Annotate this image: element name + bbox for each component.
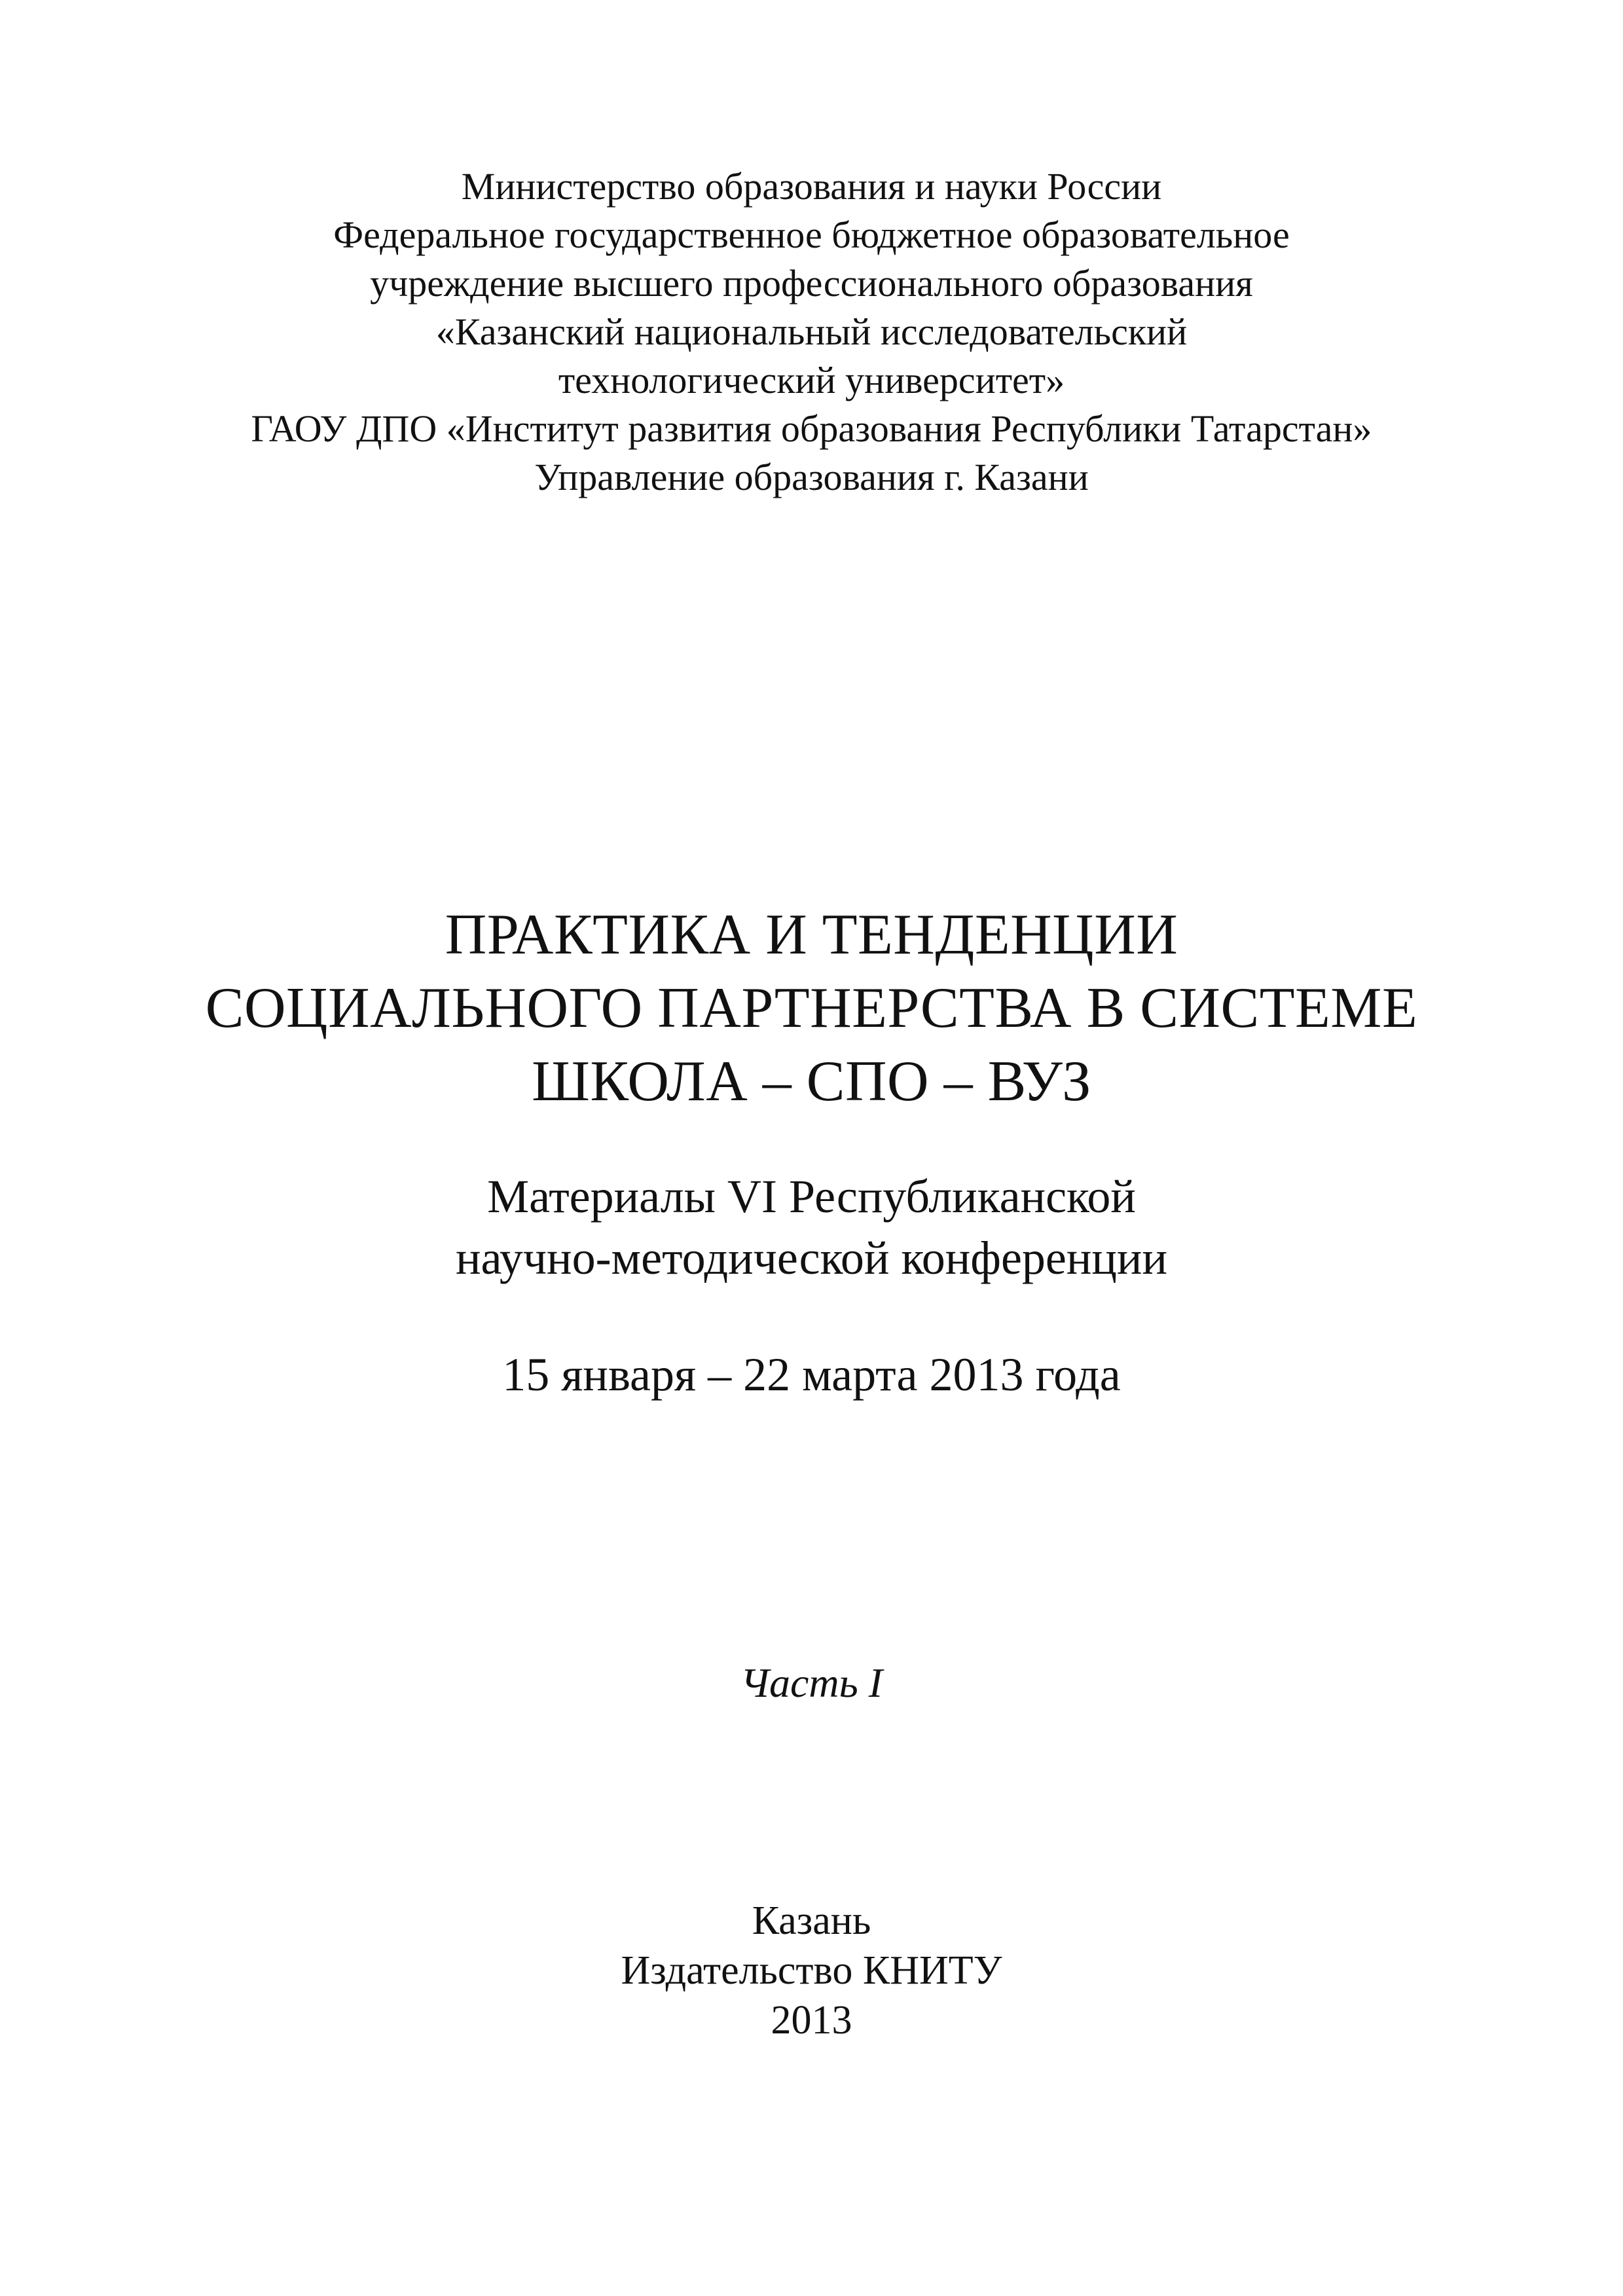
title-line-3: ШКОЛА – СПО – ВУЗ: [532, 1050, 1091, 1113]
subtitle-line-2: научно-методической конференции: [456, 1232, 1167, 1284]
imprint-year: 2013: [771, 1998, 852, 2043]
title-line-1: ПРАКТИКА И ТЕНДЕНЦИИ: [445, 903, 1178, 967]
imprint: [0, 1896, 1623, 2045]
subtitle-line-1: Материалы VI Республиканской: [487, 1170, 1136, 1223]
volume-part: [0, 1657, 1623, 1709]
conference-subtitle: [0, 1166, 1623, 1289]
institute-line: ГАОУ ДПО «Институт развития образования Республики Татарстан»: [251, 407, 1372, 450]
dates-text: 15 января – 22 марта 2013 года: [502, 1348, 1121, 1401]
university-name-line-1: «Казанский национальный исследовательский: [435, 310, 1188, 353]
institution-level-line: учреждение высшего профессионального образования: [370, 262, 1253, 305]
ministry-line: Министерство образования и науки России: [461, 165, 1162, 208]
university-name-line-2: технологический университет»: [558, 359, 1065, 401]
imprint-city: Казань: [752, 1898, 871, 1943]
title-line-2: СОЦИАЛЬНОГО ПАРТНЕРСТВА В СИСТЕМЕ: [205, 976, 1418, 1040]
main-title: [0, 898, 1623, 1119]
imprint-publisher: Издательство КНИТУ: [621, 1948, 1002, 1993]
institutions-header: [0, 162, 1623, 502]
education-department-line: Управление образования г. Казани: [534, 456, 1089, 498]
institution-type-line: Федеральное государственное бюджетное образовательное: [333, 213, 1290, 256]
conference-dates: [0, 1344, 1623, 1405]
part-label: Часть I: [740, 1659, 883, 1706]
